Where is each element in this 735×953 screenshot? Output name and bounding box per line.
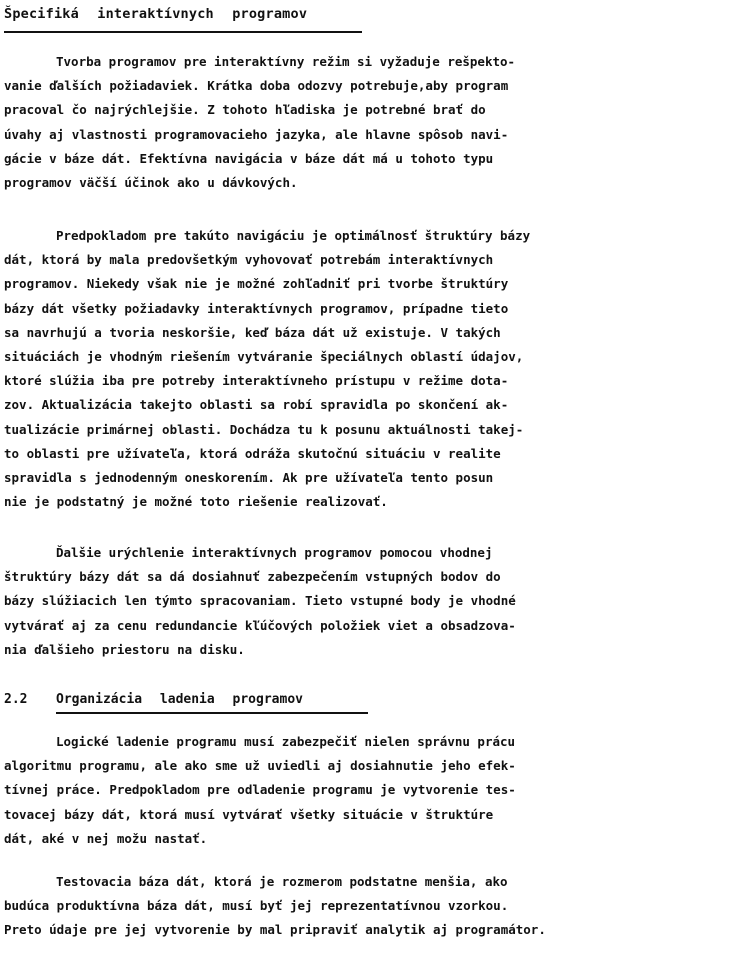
text-line: bázy slúžiacich len týmto spracovaniam. Tieto vstupné body je vhodné [4,593,516,609]
text-line: ktoré slúžia iba pre potreby interaktívneho prístupu v režime dota- [4,373,509,389]
text-line: Logické ladenie programu musí zabezpečiť nielen správnu prácu [56,734,516,749]
text-line: Ďalšie urýchlenie interaktívnych programov pomocou vhodnej [56,545,493,560]
text-line: programov. Niekedy však nie je možné zohľadniť pri tvorbe štruktúry [4,276,509,292]
section-paragraph-2 [4,870,729,943]
section-underline [56,712,368,714]
text-line: zov. Aktualizácia takejto oblasti sa robí spravidla po skončení ak- [4,397,509,413]
text-line: bázy dát všetky požiadavky interaktívnych programov, prípadne tieto [4,300,509,316]
text-line: dát, aké v nej možu nastať. [4,830,208,846]
text-line: Tvorba programov pre interaktívny režim si vyžaduje rešpekto- [56,54,516,69]
text-line: programov väčší účinok ako u dávkových. [4,174,298,190]
text-line: spravidla s jednodenným oneskorením. Ak pre užívateľa tento posun [4,469,494,485]
text-line: úvahy aj vlastnosti programovacieho jazyka, ale hlavne spôsob navi- [4,126,509,142]
text-line: štruktúry bázy dát sa dá dosiahnuť zabezpečením vstupných bodov do [4,569,501,585]
text-line: budúca produktívna báza dát, musí byť jej reprezentatívnou vzorkou. [4,898,509,914]
paragraph-3 [4,541,729,662]
section-number: 2.2 [4,692,28,707]
text-line: sa navrhujú a tvoria neskoršie, keď báza dát už existuje. V takých [4,324,501,340]
text-line: vanie ďalších požiadaviek. Krátka doba odozvy potrebuje,aby program [4,78,509,94]
text-line: tívnej práce. Predpokladom pre odladenie programu je vytvorenie tes- [4,782,516,798]
text-line: situáciách je vhodným riešením vytváranie špeciálnych oblastí údajov, [4,348,524,364]
text-line: pracoval čo najrýchlejšie. Z tohoto hľadiska je potrebné brať do [4,102,486,118]
section-paragraph-1 [4,730,729,851]
paragraph-2 [4,224,729,514]
text-line: Preto údaje pre jej vytvorenie by mal pripraviť analytik aj programátor. [4,922,546,938]
paragraph-1 [4,50,729,195]
text-line: gácie v báze dát. Efektívna navigácia v báze dát má u tohoto typu [4,150,494,166]
section-heading [4,692,303,707]
page-title: Špecifiká interaktívnych programov [4,6,308,22]
text-line: to oblasti pre užívateľa, ktorá odráža skutočnú situáciu v realite [4,445,501,461]
text-line: Predpokladom pre takúto navigáciu je optimálnosť štruktúry bázy [56,228,531,243]
text-line: vytvárať aj za cenu redundancie kľúčových položiek viet a obsadzova- [4,617,516,633]
text-line: tovacej bázy dát, ktorá musí vytvárať všetky situácie v štruktúre [4,806,494,822]
section-title: Organizácia ladenia programov [56,692,303,707]
text-line: algoritmu programu, ale ako sme už uviedli aj dosiahnutie jeho efek- [4,758,516,774]
text-line: dát, ktorá by mala predovšetkým vyhovovať potrebám interaktívnych [4,252,494,268]
text-line: nia ďalšieho priestoru na disku. [4,641,245,657]
text-line: nie je podstatný je možné toto riešenie realizovať. [4,494,388,510]
text-line: Testovacia báza dát, ktorá je rozmerom podstatne menšia, ako [56,874,508,889]
text-line: tualizácie primárnej oblasti. Dochádza tu k posunu aktuálnosti takej- [4,421,524,437]
title-underline [4,31,362,33]
